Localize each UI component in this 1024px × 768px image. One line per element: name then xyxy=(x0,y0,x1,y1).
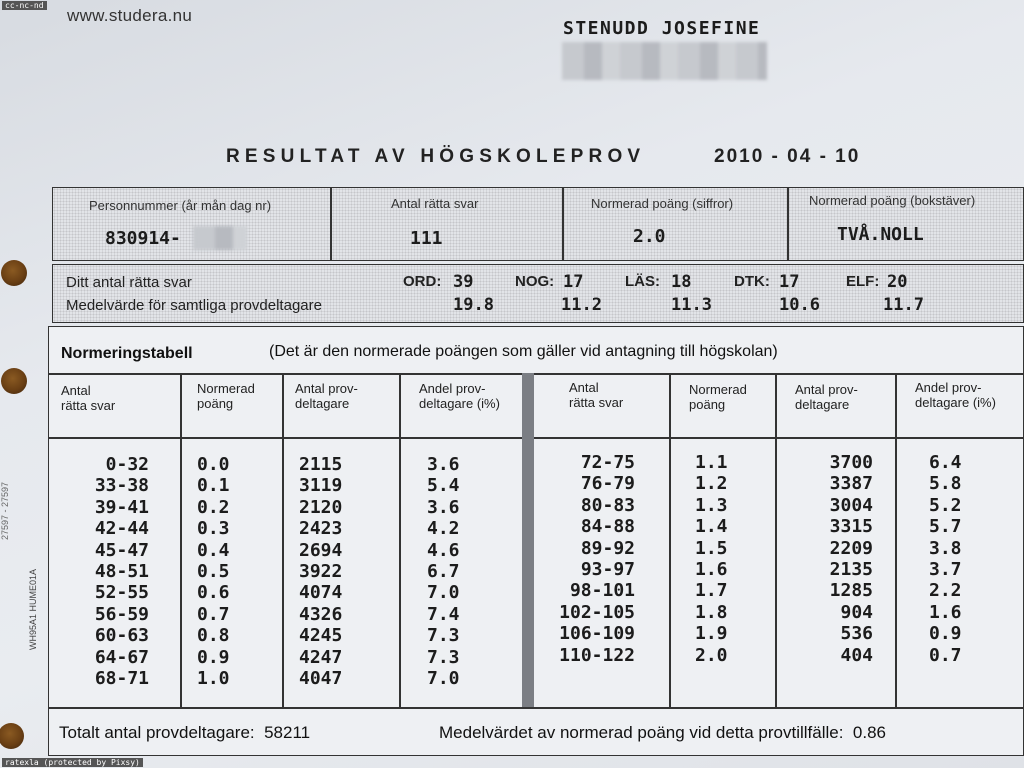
cell-count: 2209 xyxy=(829,537,873,559)
cell-count: 4245 xyxy=(299,625,343,647)
cell-score: 0.8 xyxy=(197,625,230,647)
norm-table xyxy=(48,326,1024,756)
personnummer-header: Personnummer (år mån dag nr) xyxy=(89,198,272,213)
cell-share: 6.4 xyxy=(929,452,962,473)
cell-range: 60-63 xyxy=(94,625,149,647)
cell-range: 56-59 xyxy=(94,603,149,625)
cell-range: 110-122 xyxy=(559,644,635,666)
photo-credit: ratexla (protected by Pixsy) xyxy=(2,758,143,767)
norm-table-note: (Det är den normerade poängen som gäller vid antagning till högskolan) xyxy=(269,343,778,360)
section-dtk-score: 17 xyxy=(779,272,800,292)
cell-score: 1.7 xyxy=(695,580,728,602)
cell-share: 2.2 xyxy=(929,580,962,602)
section-elf-score: 20 xyxy=(887,272,908,292)
punch-hole xyxy=(0,723,24,749)
cell-range: 39-41 xyxy=(94,496,149,518)
correct-value: 111 xyxy=(410,228,443,249)
cell-count: 2120 xyxy=(299,496,343,518)
score-letters-header: Normerad poäng (bokstäver) xyxy=(809,193,976,208)
cell-score: 0.1 xyxy=(197,475,230,497)
form-code: WH95A1 HUME01A xyxy=(28,568,38,650)
col-header-count: Antal prov- deltagare xyxy=(795,382,858,412)
cell-score: 0.6 xyxy=(197,582,230,604)
section-nog-score: 17 xyxy=(563,272,584,292)
cell-count: 3387 xyxy=(829,473,873,495)
cell-count: 3700 xyxy=(829,452,873,473)
cell-count: 2694 xyxy=(299,539,343,561)
cell-score: 1.9 xyxy=(695,623,728,645)
cell-range: 106-109 xyxy=(559,623,635,645)
cell-share: 3.6 xyxy=(427,496,460,518)
cell-range: 52-55 xyxy=(94,582,149,604)
cell-score: 0.0 xyxy=(197,454,230,475)
cell-share: 5.7 xyxy=(929,516,962,538)
cell-count: 4047 xyxy=(299,668,343,689)
redacted-personnummer xyxy=(193,226,247,250)
total-participants xyxy=(59,723,310,743)
score-letters-value: TVÅ.NOLL xyxy=(837,224,924,245)
correct-header: Antal rätta svar xyxy=(391,196,479,211)
cell-range: 42-44 xyxy=(94,518,149,540)
cell-count: 904 xyxy=(840,601,873,623)
test-date: 2010 - 04 - 10 xyxy=(714,146,861,167)
section-las-score: 18 xyxy=(671,272,692,292)
cell-range: 45-47 xyxy=(94,539,149,561)
cell-score: 2.0 xyxy=(695,644,728,666)
mean-normed-score xyxy=(439,723,886,743)
cell-share: 0.7 xyxy=(929,644,962,666)
document-title: RESULTAT AV HÖGSKOLEPROV xyxy=(226,146,646,167)
cell-range: 64-67 xyxy=(94,646,149,668)
cell-count: 536 xyxy=(840,623,873,645)
section-dtk-mean: 10.6 xyxy=(779,295,820,315)
cell-score: 1.3 xyxy=(695,494,728,516)
cell-score: 1.1 xyxy=(695,452,728,473)
cell-range: 102-105 xyxy=(559,601,635,623)
cell-count: 4326 xyxy=(299,603,343,625)
table-divider xyxy=(522,373,534,707)
punch-hole xyxy=(1,368,27,394)
cell-count: 2423 xyxy=(299,518,343,540)
cell-score: 1.8 xyxy=(695,601,728,623)
cell-range: 33-38 xyxy=(94,475,149,497)
cell-count: 4247 xyxy=(299,646,343,668)
cell-range: 72-75 xyxy=(580,452,635,473)
col-header-score: Normerad poäng xyxy=(197,381,255,411)
cell-share: 3.8 xyxy=(929,537,962,559)
cell-range: 76-79 xyxy=(580,473,635,495)
cell-score: 0.9 xyxy=(197,646,230,668)
cell-score: 1.4 xyxy=(695,516,728,538)
total-label: Totalt antal provdeltagare: xyxy=(59,723,255,742)
cell-score: 1.6 xyxy=(695,559,728,580)
cell-count: 2115 xyxy=(299,454,343,475)
section-nog-mean: 11.2 xyxy=(561,295,602,315)
cell-score: 1.2 xyxy=(695,473,728,495)
cell-share: 5.2 xyxy=(929,494,962,516)
section-ord-label: ORD: xyxy=(403,273,442,290)
section-scores-box xyxy=(52,264,1024,323)
cell-share: 5.4 xyxy=(427,475,460,497)
col-header-score: Normerad poäng xyxy=(689,382,747,412)
cell-score: 0.4 xyxy=(197,539,230,561)
cell-count: 3922 xyxy=(299,561,343,582)
cell-range: 84-88 xyxy=(580,516,635,538)
cell-share: 7.4 xyxy=(427,603,460,625)
cell-count: 3004 xyxy=(829,494,873,516)
form-number: 27597 - 27597 xyxy=(0,481,10,540)
section-las-label: LÄS: xyxy=(625,273,660,290)
punch-hole xyxy=(1,260,27,286)
cell-share: 3.7 xyxy=(929,559,962,580)
cell-count: 1285 xyxy=(829,580,873,602)
cell-range: 0-32 xyxy=(105,454,149,475)
cell-count: 404 xyxy=(840,644,873,666)
norm-table-title: Normeringstabell xyxy=(61,345,193,362)
cell-share: 4.6 xyxy=(427,539,460,561)
section-dtk-label: DTK: xyxy=(734,273,770,290)
summary-box xyxy=(52,187,1024,261)
section-ord-mean: 19.8 xyxy=(453,295,494,315)
col-header-share: Andel prov- deltagare (i%) xyxy=(419,381,500,411)
mean-score-label: Medelvärde för samtliga provdeltagare xyxy=(66,297,322,314)
cell-range: 48-51 xyxy=(94,561,149,582)
cell-score: 1.5 xyxy=(695,537,728,559)
cell-share: 1.6 xyxy=(929,601,962,623)
total-value: 58211 xyxy=(264,723,311,742)
mean-label: Medelvärdet av normerad poäng vid detta provtillfälle: xyxy=(439,723,844,742)
cell-share: 5.8 xyxy=(929,473,962,495)
cell-range: 93-97 xyxy=(580,559,635,580)
cell-range: 98-101 xyxy=(569,580,635,602)
cell-count: 2135 xyxy=(829,559,873,580)
cell-share: 7.3 xyxy=(427,625,460,647)
cell-share: 7.0 xyxy=(427,668,460,689)
cell-share: 0.9 xyxy=(929,623,962,645)
cell-range: 68-71 xyxy=(94,668,149,689)
cell-range: 80-83 xyxy=(580,494,635,516)
section-nog-label: NOG: xyxy=(515,273,555,290)
cell-share: 6.7 xyxy=(427,561,460,582)
cell-share: 3.6 xyxy=(427,454,460,475)
personnummer-value: 830914- xyxy=(105,228,181,249)
site-url[interactable]: www.studera.nu xyxy=(67,6,193,25)
mean-value: 0.86 xyxy=(852,723,886,742)
section-ord-score: 39 xyxy=(453,272,474,292)
col-header-correct: Antal rätta svar xyxy=(569,380,624,410)
col-header-correct: Antal rätta svar xyxy=(61,383,116,413)
score-digits-value: 2.0 xyxy=(633,226,666,247)
student-name: STENUDD JOSEFINE xyxy=(563,18,761,39)
cell-score: 1.0 xyxy=(197,668,230,689)
section-elf-mean: 11.7 xyxy=(883,295,924,315)
cell-share: 7.0 xyxy=(427,582,460,604)
cell-count: 3119 xyxy=(299,475,343,497)
license-badge: cc-nc-nd xyxy=(2,1,47,10)
col-header-share: Andel prov- deltagare (i%) xyxy=(915,380,996,410)
cell-count: 4074 xyxy=(299,582,343,604)
cell-range: 89-92 xyxy=(580,537,635,559)
cell-share: 7.3 xyxy=(427,646,460,668)
cell-score: 0.2 xyxy=(197,496,230,518)
section-las-mean: 11.3 xyxy=(671,295,712,315)
col-header-count: Antal prov- deltagare xyxy=(295,381,358,411)
cell-score: 0.5 xyxy=(197,561,230,582)
cell-score: 0.3 xyxy=(197,518,230,540)
your-score-label: Ditt antal rätta svar xyxy=(66,274,192,291)
cell-count: 3315 xyxy=(829,516,873,538)
cell-score: 0.7 xyxy=(197,603,230,625)
redacted-address xyxy=(562,42,767,80)
section-elf-label: ELF: xyxy=(846,273,880,290)
cell-share: 4.2 xyxy=(427,518,460,540)
score-digits-header: Normerad poäng (siffror) xyxy=(591,196,734,211)
